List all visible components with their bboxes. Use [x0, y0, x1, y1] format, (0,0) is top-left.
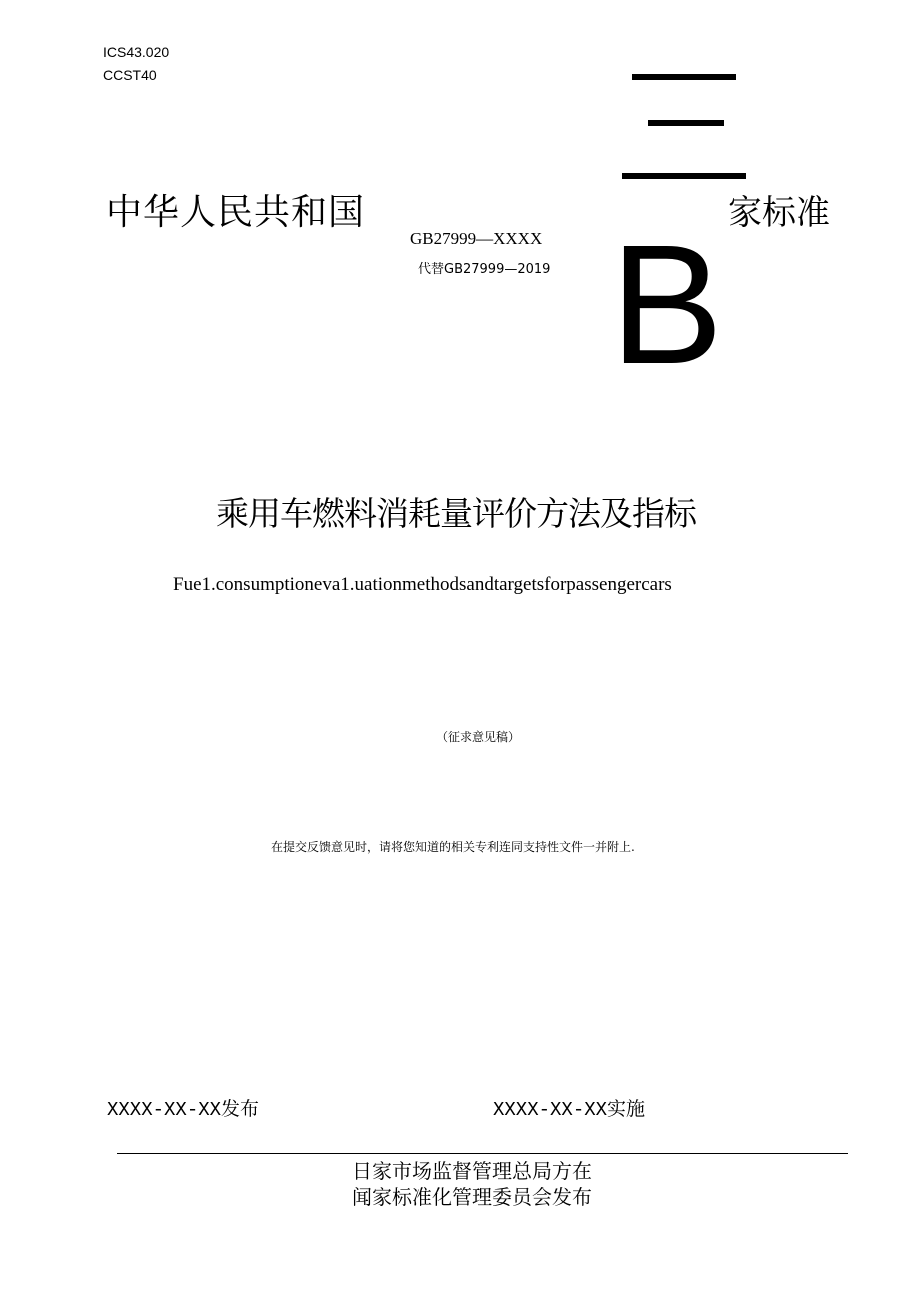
- national-standard-label: 家标准: [728, 193, 830, 233]
- issuer-line-2: 闻家标准化管理委员会发布: [352, 1185, 592, 1209]
- ccs-code: CCST40: [103, 67, 157, 83]
- issuer-line-1: 日家市场监督管理总局方在: [352, 1159, 592, 1183]
- implementation-date: XXXX-XX-XX实施: [493, 1099, 646, 1121]
- logo-bar-middle: [648, 120, 724, 126]
- nation-name: 中华人民共和国: [106, 192, 366, 233]
- logo-bar-bottom: [622, 173, 746, 179]
- ics-code: ICS43.020: [103, 44, 170, 60]
- replaces-standard: 代替GB27999—2019: [418, 262, 551, 277]
- footer-divider: [117, 1153, 848, 1154]
- patent-notice: 在提交反馈意见时，请将您知道的相关专利连同支持性文件一并附上.: [271, 840, 635, 854]
- document-title-english: Fue1.consumptioneva1.uationmethodsandtargetsforpassengercars: [173, 574, 672, 595]
- document-title-chinese: 乘用车燃料消耗量评价方法及指标: [216, 494, 696, 533]
- draft-status-label: （征求意见稿）: [436, 730, 521, 744]
- standard-number: GB27999—XXXX: [410, 229, 543, 248]
- issue-date: XXXX-XX-XX发布: [107, 1099, 260, 1121]
- logo-bar-top: [632, 74, 736, 80]
- logo-letter: B: [610, 210, 724, 400]
